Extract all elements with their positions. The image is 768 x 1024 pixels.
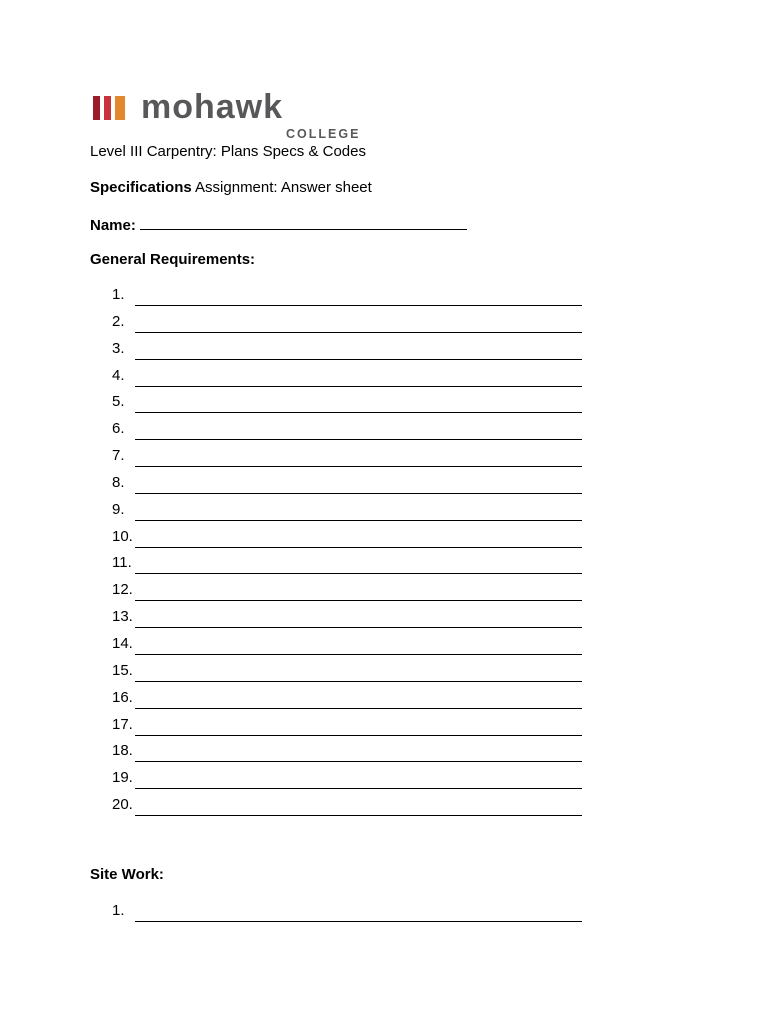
answer-row [112,501,582,528]
answer-row [112,742,582,769]
answer-number: 19. [112,769,133,787]
answer-number: 1. [112,286,125,303]
answer-row [112,447,582,474]
logo-wordmark: mohawk [141,88,284,126]
answer-number: 14. [112,634,133,652]
answer-blank-line[interactable] [135,750,582,762]
answer-number: 12. [112,581,133,599]
answer-blank-line[interactable] [135,294,582,306]
answer-row [112,581,582,608]
answer-blank-line[interactable] [135,509,582,521]
logo-bar-1 [93,96,100,120]
section-heading-site-work: Site Work: [90,866,164,883]
logo-bar-3 [115,96,125,120]
answer-number: 10. [112,527,133,545]
answer-row [112,662,582,689]
answer-number: 11. [112,554,132,572]
logo-college-text: COLLEGE [286,127,361,141]
answer-blank-line[interactable] [135,910,582,922]
answer-number: 18. [112,742,133,760]
logo-bar-2 [104,96,111,120]
answer-number: 3. [112,339,125,357]
answer-row [112,554,582,581]
answer-blank-line[interactable] [135,482,582,494]
answer-number: 7. [112,447,125,465]
name-label: Name: [90,217,136,234]
answer-row [112,902,582,929]
assignment-title-rest: Assignment: Answer sheet [191,179,372,196]
answer-blank-line[interactable] [135,670,582,682]
answer-row [112,528,582,555]
answer-row [112,689,582,716]
answer-blank-line[interactable] [135,643,582,655]
answer-blank-line[interactable] [135,321,582,333]
answer-number: 2. [112,312,125,330]
answer-blank-line[interactable] [135,697,582,709]
answer-number: 13. [112,608,133,626]
answer-number: 5. [112,393,125,411]
answer-blank-line[interactable] [135,375,582,387]
answer-row [112,313,582,340]
answer-blank-line[interactable] [135,724,582,736]
answer-blank-line[interactable] [135,348,582,360]
answer-number: 4. [112,366,125,384]
assignment-title-bold: Specifications [90,179,192,196]
answer-number: 8. [112,473,125,491]
name-field [90,215,467,234]
answer-row [112,340,582,367]
answer-row [112,716,582,743]
answer-blank-line[interactable] [135,455,582,467]
answer-blank-line[interactable] [135,589,582,601]
general-requirements-list [112,286,582,823]
answer-row [112,286,582,313]
course-title: Level III Carpentry: Plans Specs & Codes [90,143,366,160]
answer-row [112,608,582,635]
answer-row [112,635,582,662]
name-blank-line[interactable] [140,215,467,230]
answer-number: 15. [112,661,133,679]
answer-row [112,769,582,796]
assignment-title [90,179,372,196]
answer-row [112,796,582,823]
answer-row [112,393,582,420]
answer-blank-line[interactable] [135,401,582,413]
answer-row [112,474,582,501]
answer-blank-line[interactable] [135,562,582,574]
answer-number: 17. [112,715,133,733]
answer-row [112,367,582,394]
site-work-list [112,902,582,929]
answer-blank-line[interactable] [135,777,582,789]
answer-number: 9. [112,500,125,518]
answer-number: 1. [112,902,125,919]
answer-blank-line[interactable] [135,536,582,548]
section-heading-general: General Requirements: [90,251,256,268]
answer-blank-line[interactable] [135,428,582,440]
answer-row [112,420,582,447]
mohawk-college-logo [93,88,363,144]
answer-number: 6. [112,420,125,438]
answer-number: 16. [112,688,133,706]
answer-blank-line[interactable] [135,804,582,816]
answer-blank-line[interactable] [135,616,582,628]
answer-number: 20. [112,796,133,814]
